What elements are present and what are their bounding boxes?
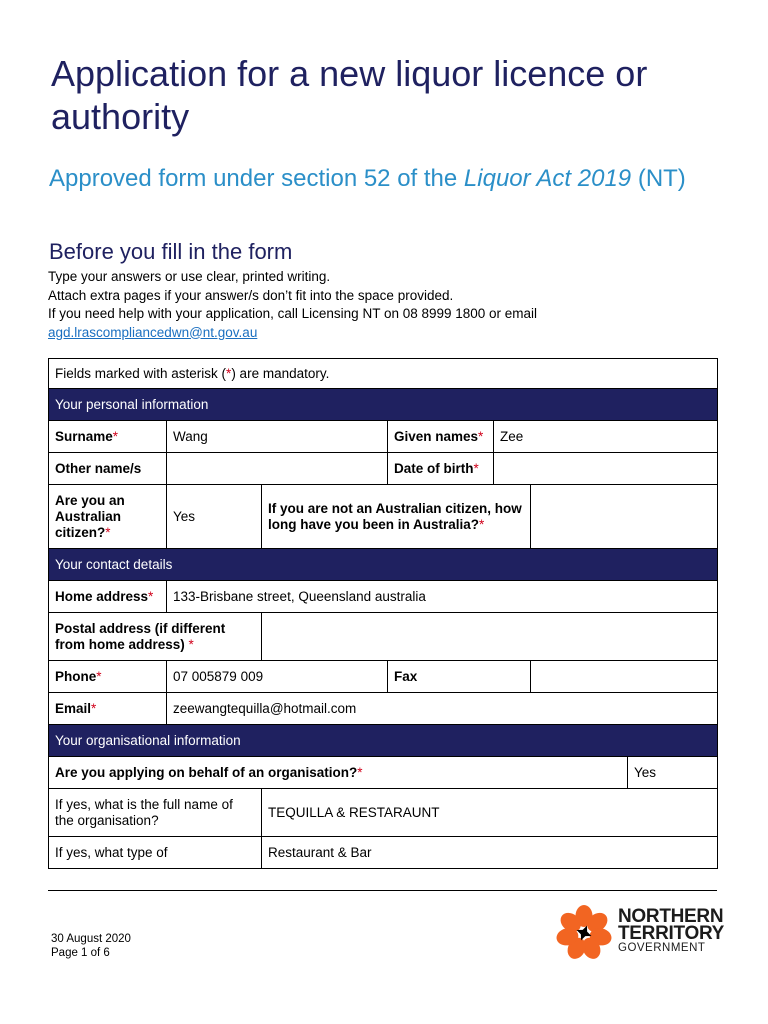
section-personal-header: Your personal information bbox=[49, 389, 718, 421]
intro-line: If you need help with your application, call Licensing NT on 08 8999 1800 or email bbox=[48, 306, 538, 321]
citizen-field[interactable]: Yes bbox=[167, 485, 262, 549]
page-subtitle bbox=[49, 165, 739, 193]
subtitle-act-name: Liquor Act 2019 bbox=[463, 165, 632, 192]
subtitle-text: Approved form under section 52 of the bbox=[49, 165, 464, 192]
citizen-label: Are you an Australian citizen?* bbox=[49, 485, 167, 549]
other-names-field[interactable] bbox=[167, 453, 388, 485]
home-address-label: Home address* bbox=[49, 581, 167, 613]
footer-divider bbox=[48, 890, 717, 891]
postal-address-field[interactable] bbox=[262, 613, 718, 661]
how-long-field[interactable] bbox=[531, 485, 718, 549]
nt-government-logo bbox=[555, 904, 725, 962]
dob-field[interactable] bbox=[494, 453, 718, 485]
intro-line: Type your answers or use clear, printed writing. bbox=[48, 269, 331, 284]
on-behalf-label: Are you applying on behalf of an organisation?* bbox=[49, 757, 628, 789]
org-type-label: If yes, what type of bbox=[49, 837, 262, 869]
surname-field[interactable]: Wang bbox=[167, 421, 388, 453]
email-label: Email* bbox=[49, 693, 167, 725]
help-email-link[interactable]: agd.lrascompliancedwn@nt.gov.au bbox=[48, 324, 258, 340]
phone-field[interactable]: 07 005879 009 bbox=[167, 661, 388, 693]
subtitle-jurisdiction: (NT) bbox=[631, 165, 686, 192]
org-name-field[interactable]: TEQUILLA & RESTARAUNT bbox=[262, 789, 718, 837]
other-names-label: Other name/s bbox=[49, 453, 167, 485]
intro-block bbox=[48, 268, 738, 342]
fax-field[interactable] bbox=[531, 661, 718, 693]
email-field[interactable]: zeewangtequilla@hotmail.com bbox=[167, 693, 718, 725]
page-title: Application for a new liquor licence or authority bbox=[51, 53, 648, 137]
postal-address-label: Postal address (if different from home address) * bbox=[49, 613, 262, 661]
given-names-field[interactable]: Zee bbox=[494, 421, 718, 453]
footer-page-number: Page 1 of 6 bbox=[51, 947, 110, 959]
home-address-field[interactable]: 133-Brisbane street, Queensland australia bbox=[167, 581, 718, 613]
org-name-label: If yes, what is the full name of the organisation? bbox=[49, 789, 262, 837]
org-type-field[interactable]: Restaurant & Bar bbox=[262, 837, 718, 869]
intro-line: Attach extra pages if your answer/s don’t fit into the space provided. bbox=[48, 287, 454, 303]
on-behalf-field[interactable]: Yes bbox=[628, 757, 718, 789]
surname-label: Surname* bbox=[49, 421, 167, 453]
footer-info bbox=[51, 932, 131, 960]
given-names-label: Given names* bbox=[388, 421, 494, 453]
section-organisation-header: Your organisational information bbox=[49, 725, 718, 757]
logo-wordmark bbox=[618, 908, 724, 942]
section-contact-header: Your contact details bbox=[49, 549, 718, 581]
footer-date: 30 August 2020 bbox=[51, 933, 131, 945]
fax-label: Fax bbox=[388, 661, 531, 693]
logo-line-2: TERRITORY bbox=[618, 923, 725, 944]
application-form bbox=[48, 358, 718, 869]
dob-label: Date of birth* bbox=[388, 453, 494, 485]
desert-rose-icon bbox=[555, 904, 613, 962]
logo-line-3: GOVERNMENT bbox=[618, 942, 706, 954]
phone-label: Phone* bbox=[49, 661, 167, 693]
intro-heading: Before you fill in the form bbox=[49, 239, 293, 264]
mandatory-note: Fields marked with asterisk (*) are mandatory. bbox=[49, 359, 718, 389]
how-long-label: If you are not an Australian citizen, how long have you been in Australia?* bbox=[262, 485, 531, 549]
logo-line-1: NORTHERN bbox=[618, 906, 724, 927]
